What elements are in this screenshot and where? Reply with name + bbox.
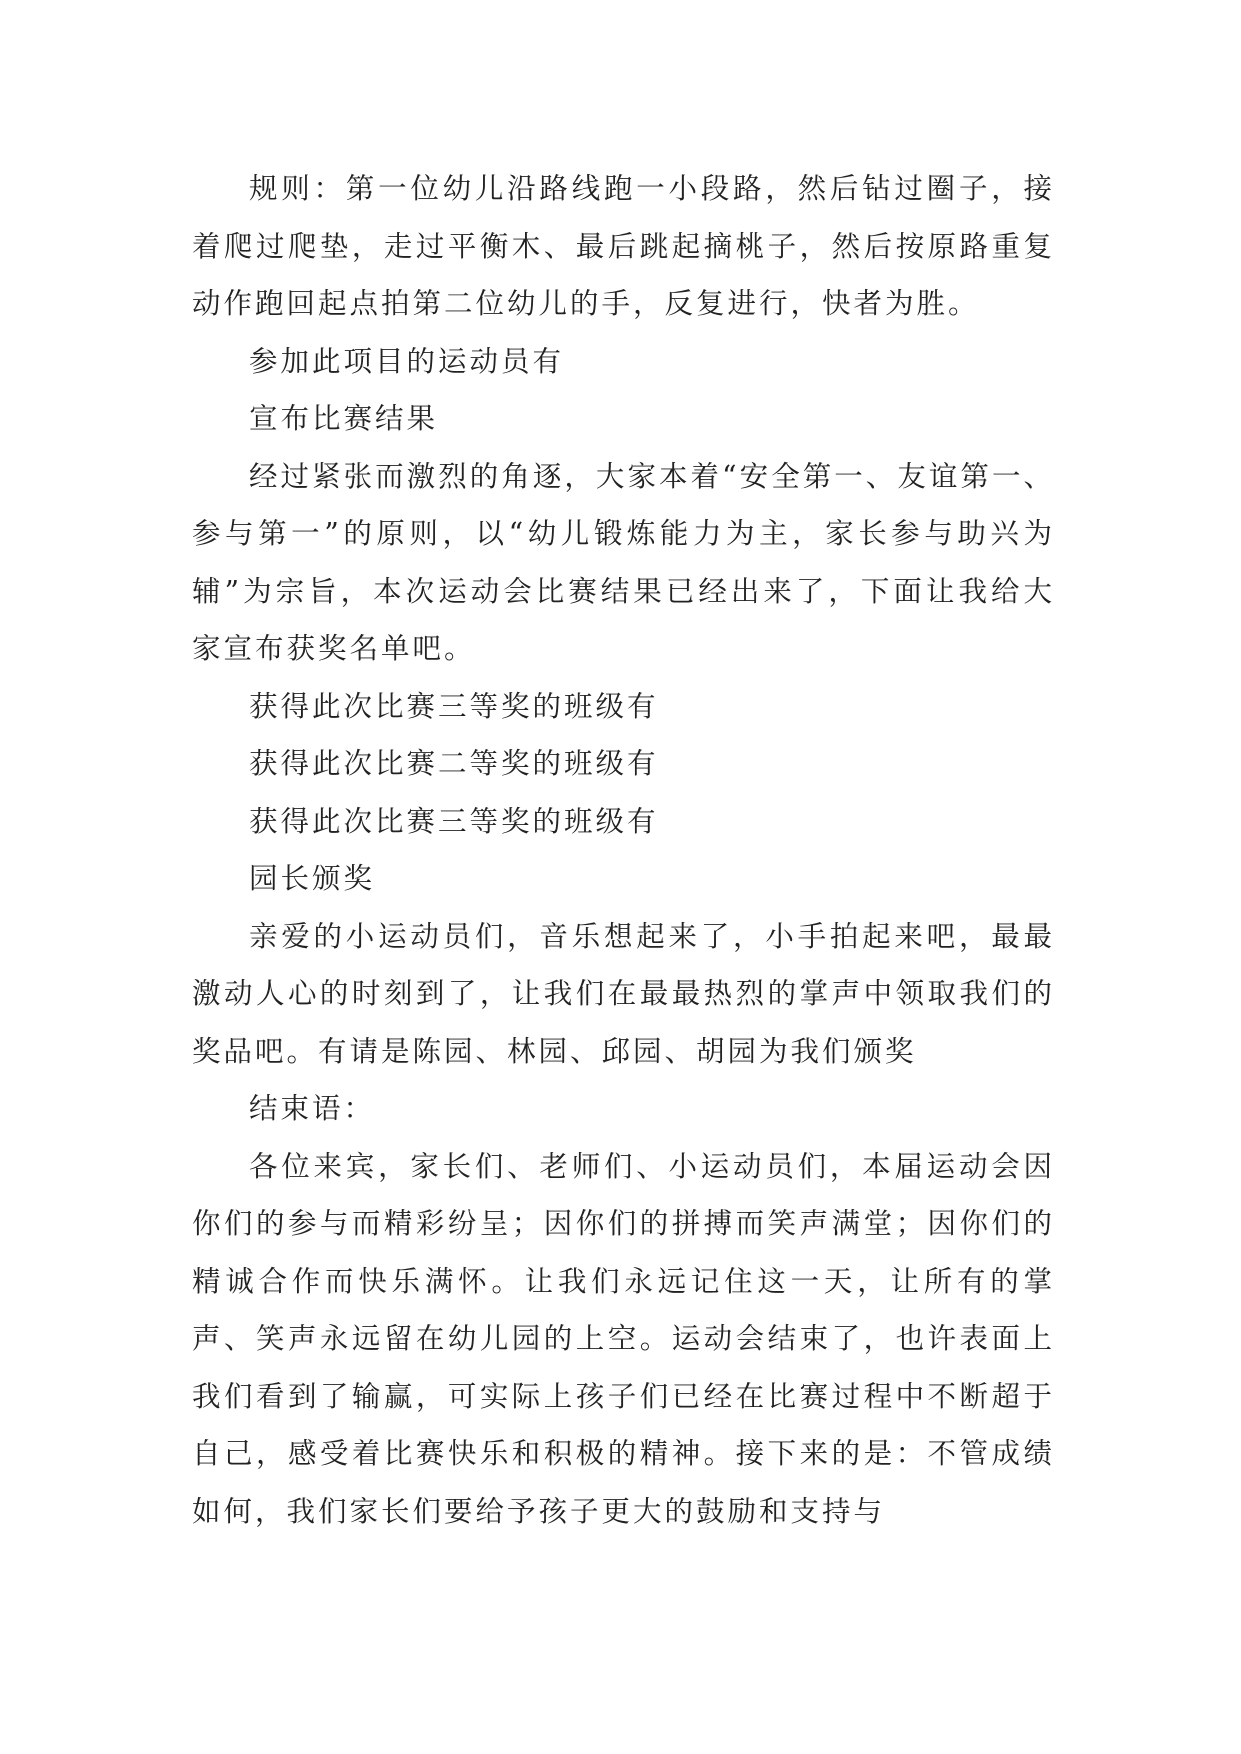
paragraph-rules: 规则：第一位幼儿沿路线跑一小段路，然后钻过圈子，接着爬过爬垫，走过平衡木、最后跳起摘桃子，然后按原路重复动作跑回起点拍第二位幼儿的手，反复进行，快者为胜。 [192, 172, 1055, 320]
paragraph-third-prize-2: 获得此次比赛三等奖的班级有 [249, 804, 659, 838]
paragraph-award-speech: 亲爱的小运动员们，音乐想起来了，小手拍起来吧，最最激动人心的时刻到了，让我们在最最热烈的掌声中领取我们的奖品吧。有请是陈园、林园、邱园、胡园为我们颁奖 [192, 919, 1055, 1068]
paragraph-second-prize: 获得此次比赛二等奖的班级有 [249, 747, 659, 780]
paragraph-announce-results-heading: 宣布比赛结果 [249, 402, 439, 435]
paragraph-results-intro: 经过紧张而激烈的角逐，大家本着“安全第一、友谊第一、参与第一”的原则，以“幼儿锻炼能力为主，家长参与助兴为辅”为宗旨，本次运动会比赛结果已经出来了，下面让我给大家宣布获奖名单吧。 [192, 459, 1055, 665]
paragraph-award-heading: 园长颁奖 [249, 862, 376, 895]
document-body [192, 160, 1055, 1540]
paragraph-third-prize-1: 获得此次比赛三等奖的班级有 [249, 689, 659, 723]
paragraph-closing-speech: 各位来宾，家长们、老师们、小运动员们，本届运动会因你们的参与而精彩纷呈；因你们的拼搏而笑声满堂；因你们的精诚合作而快乐满怀。让我们永远记住这一天，让所有的掌声、笑声永远留在幼儿园的上空。运动会结束了，也许表面上我们看到了输赢，可实际上孩子们已经在比赛过程中不断超于自己，感受着比赛快乐和积极的精神。接下来的是：不管成绩如何，我们家长们要给予孩子更大的鼓励和支持与 [192, 1149, 1055, 1528]
paragraph-closing-heading: 结束语： [249, 1092, 376, 1125]
paragraph-participants: 参加此项目的运动员有 [249, 344, 565, 378]
